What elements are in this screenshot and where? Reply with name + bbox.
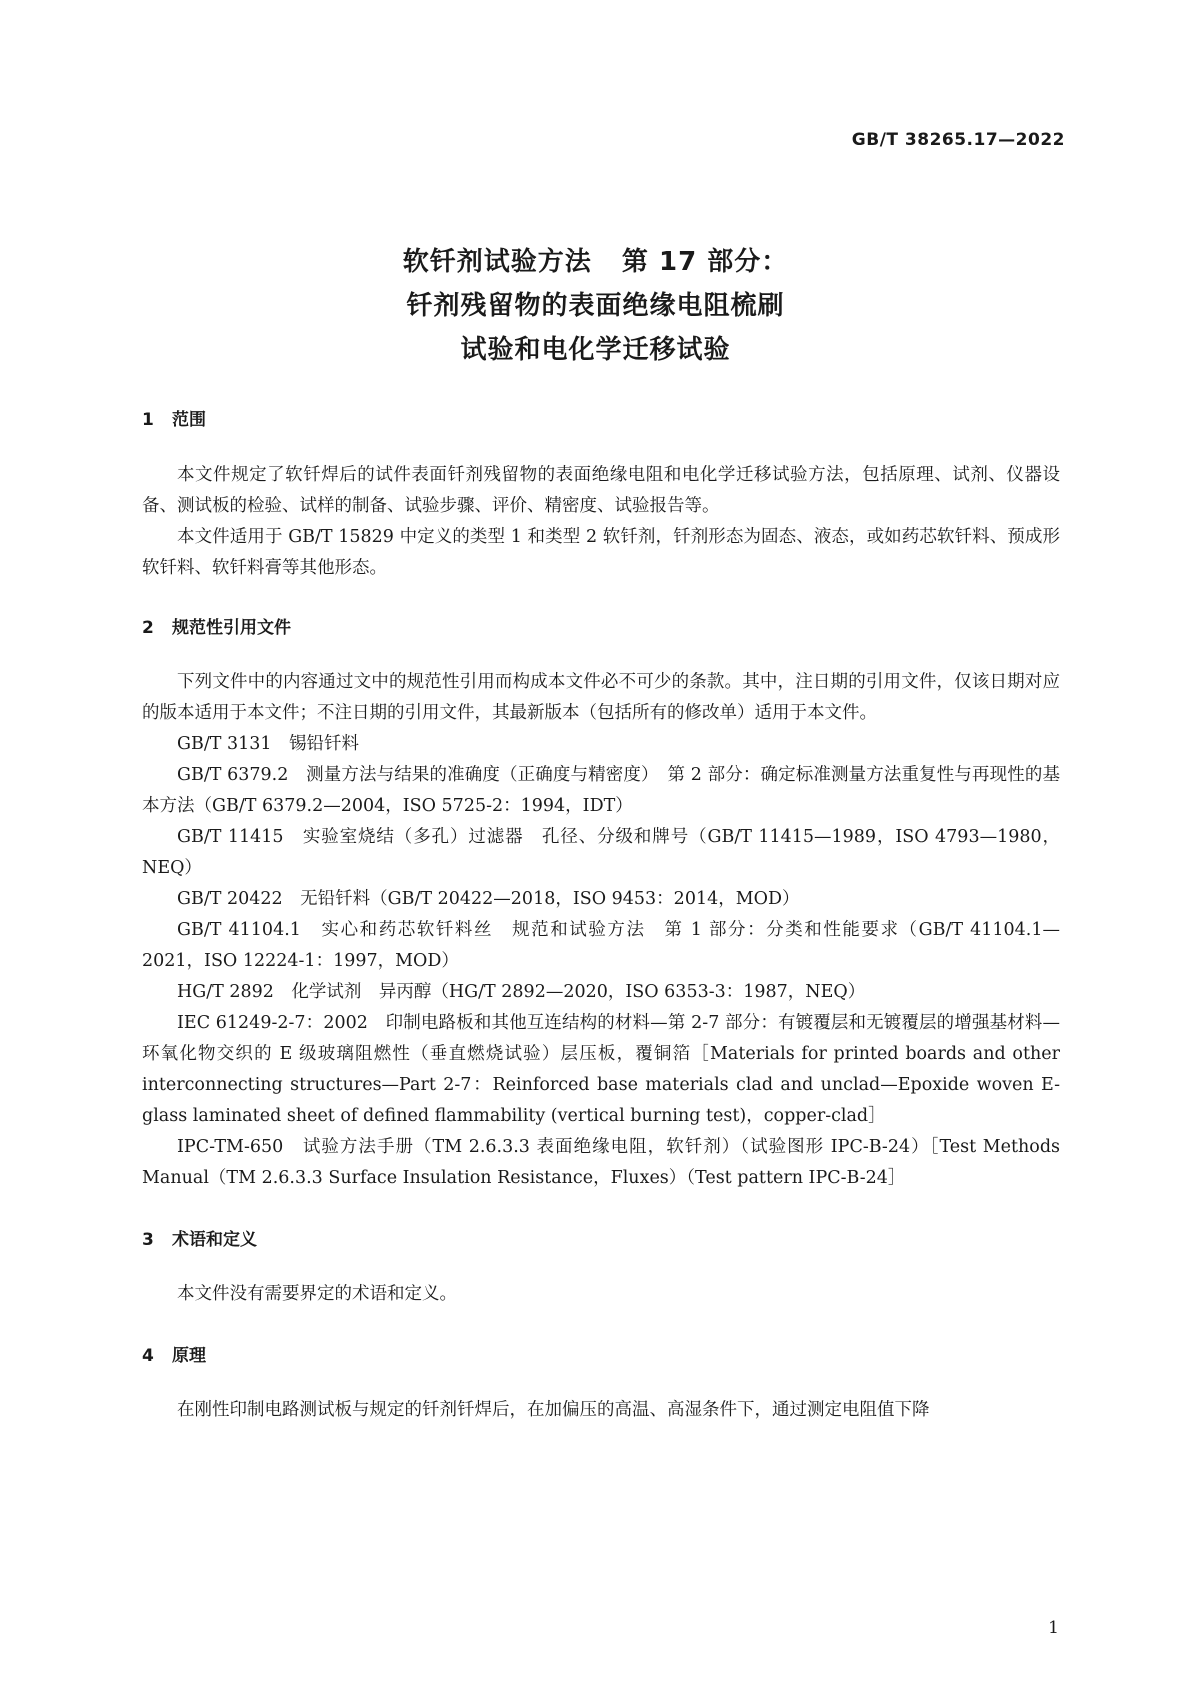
reference-item [142,760,1060,822]
reference-code: GB/T 11415 [177,827,284,847]
reference-text: 试验方法手册（TM 2.6.3.3 表面绝缘电阻，软钎剂）（试验图形 IPC-B-24）［Test Methods Manual（TM 2.6.3.3 Surface Insulation Resistance，Fluxes）（Test pattern IPC-B-24］ [142,1137,1061,1188]
reference-item [142,884,1060,915]
section-3-heading [142,1225,257,1250]
reference-code: GB/T 6379.2 [177,765,289,785]
reference-item [142,822,1060,884]
reference-code: IEC 61249-2-7：2002 [177,1013,368,1033]
reference-text: 化学试剂 异丙醇（HG/T 2892—2020，ISO 6353-3：1987，NEQ） [291,982,866,1002]
reference-text: 印制电路板和其他互连结构的材料—第 2-7 部分：有镀覆层和无镀覆层的增强基材料—环氧化物交织的 E 级玻璃阻燃性（垂直燃烧试验）层压板，覆铜箔［Materials for printed boards and other interconnecting structures—Part 2-7：Reinforced base materials clad and unclad—Epoxide woven E-glass laminated sheet of defined flammability (vertical burning test)，copper-clad］ [142,1013,1060,1126]
title-line-1: 软钎剂试验方法 第 17 部分： [402,247,789,277]
section-title: 术语和定义 [172,1230,257,1250]
section-number: 1 [142,410,154,430]
reference-code: HG/T 2892 [177,982,274,1002]
section-1-heading [142,405,206,430]
paragraph: 在刚性印制电路测试板与规定的钎剂钎焊后，在加偏压的高温、高湿条件下，通过测定电阻值下降 [177,1400,930,1420]
reference-text: 测量方法与结果的准确度（正确度与精密度） 第 2 部分：确定标准测量方法重复性与再现性的基本方法（GB/T 6379.2—2004，ISO 5725-2：1994，IDT） [142,765,1061,816]
reference-text: 无铅钎料（GB/T 20422—2018，ISO 9453：2014，MOD） [300,889,800,909]
reference-item [142,977,1060,1008]
section-title: 范围 [172,410,206,430]
reference-text: 实验室烧结（多孔）过滤器 孔径、分级和牌号（GB/T 11415—1989，ISO 4793—1980，NEQ） [142,827,1061,878]
reference-code: GB/T 3131 [177,734,272,754]
reference-code: GB/T 20422 [177,889,283,909]
paragraph: 本文件没有需要界定的术语和定义。 [177,1284,457,1304]
section-3-body [142,1279,1060,1310]
section-number: 3 [142,1230,154,1250]
reference-text: 实心和药芯软钎料丝 规范和试验方法 第 1 部分：分类和性能要求（GB/T 41104.1—2021，ISO 12224-1：1997，MOD） [142,920,1061,971]
section-2-body [142,667,1060,1194]
page-number: 1 [1048,1618,1059,1638]
reference-item [142,915,1060,977]
section-number: 4 [142,1346,154,1366]
paragraph: 本文件适用于 GB/T 15829 中定义的类型 1 和类型 2 软钎剂，钎剂形态为固态、液态，或如药芯软钎料、预成形软钎料、软钎料膏等其他形态。 [142,527,1060,578]
reference-code: GB/T 41104.1 [177,920,301,940]
title-line-3: 试验和电化学迁移试验 [460,335,731,365]
paragraph: 本文件规定了软钎焊后的试件表面钎剂残留物的表面绝缘电阻和电化学迁移试验方法，包括原理、试剂、仪器设备、测试板的检验、试样的制备、试验步骤、评价、精密度、试验报告等。 [142,465,1060,516]
section-4-body [142,1395,1060,1426]
paragraph: 下列文件中的内容通过文中的规范性引用而构成本文件必不可少的条款。其中，注日期的引用文件，仅该日期对应的版本适用于本文件；不注日期的引用文件，其最新版本（包括所有的修改单）适用于本文件。 [142,672,1060,723]
section-title: 原理 [172,1346,206,1366]
section-1-body [142,460,1060,584]
document-title [0,240,1191,372]
section-2-heading [142,613,291,638]
reference-item [142,1132,1060,1194]
reference-code: IPC-TM-650 [177,1137,284,1157]
section-number: 2 [142,618,154,638]
title-line-2: 钎剂残留物的表面绝缘电阻梳刷 [406,291,785,321]
reference-item [142,729,1060,760]
reference-item [142,1008,1060,1132]
section-title: 规范性引用文件 [172,618,291,638]
section-4-heading [142,1341,206,1366]
standard-code: GB/T 38265.17—2022 [851,130,1065,150]
reference-text: 锡铅钎料 [289,734,360,754]
